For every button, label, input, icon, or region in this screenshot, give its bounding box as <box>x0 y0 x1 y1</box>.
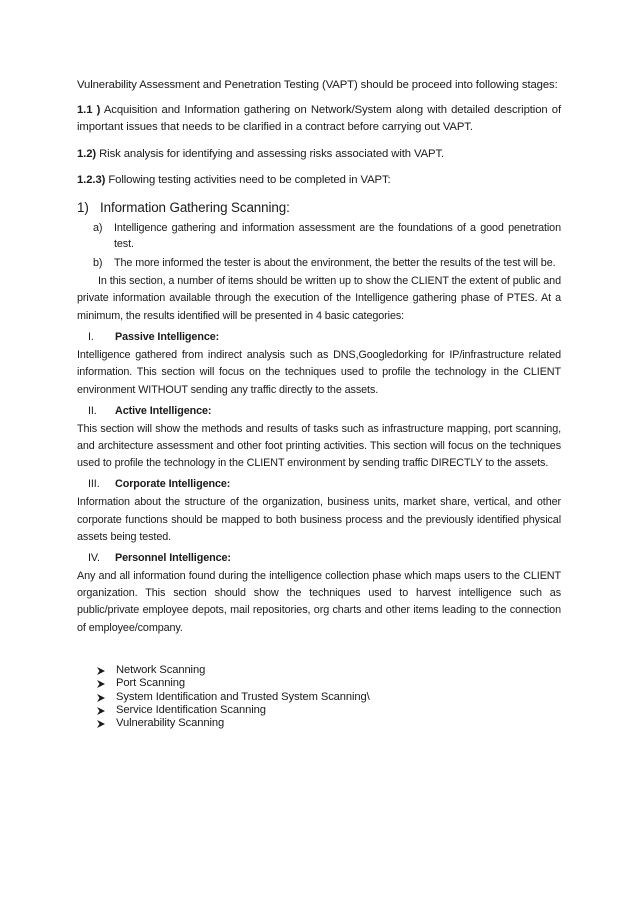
stage-1-2 <box>77 146 561 163</box>
list-marker: b) <box>93 256 103 269</box>
bullet-item <box>77 691 561 704</box>
category-title: Passive Intelligence: <box>115 331 220 344</box>
category-body-passive: Intelligence gathered from indirect analysis such as DNS,Googledorking for IP/infrastructure related information. This section will focus on the techniques used to profile the technology in the CLIENT environment WITHOUT sending any traffic directly to the assets. <box>77 349 561 396</box>
bullet-text: System Identification and Trusted System Scanning\ <box>116 690 370 703</box>
category-body-active: This section will show the methods and results of tasks such as infrastructure mapping, port scanning, and architecture assessment and other foot printing activities. This section will focus on the techniques used to profile the technology in the CLIENT environment by sending traffic DIRECTLY to the assets. <box>77 422 561 470</box>
section-title: Information Gathering Scanning: <box>100 200 290 216</box>
bullet-item <box>77 704 561 717</box>
stage-number: 1.1 ) <box>77 104 101 117</box>
scanning-bullet-list <box>77 664 561 731</box>
category-heading-corporate <box>77 476 561 492</box>
stage-number: 1.2) <box>77 147 97 160</box>
bullet-item <box>77 677 561 690</box>
category-numeral: III. <box>88 478 100 491</box>
category-body-personnel: Any and all information found during the intelligence collection phase which maps users to the CLIENT organization. This section should show the techniques used to harvest intelligence such as public/private employee depots, mail repositories, org charts and other items leading to the connection of employee/company. <box>77 569 561 634</box>
list-item-text: The more informed the tester is about the environment, the better the results of the test will be. <box>114 256 556 269</box>
stage-1-1 <box>77 102 561 136</box>
section-number: 1) <box>77 200 89 216</box>
bullet-text: Vulnerability Scanning <box>116 717 225 730</box>
category-heading-personnel <box>77 550 561 566</box>
category-numeral: I. <box>88 331 94 344</box>
arrow-right-bullet-icon <box>96 666 106 676</box>
section-heading <box>77 199 561 217</box>
stage-text: Risk analysis for identifying and assessing risks associated with VAPT. <box>96 147 445 160</box>
category-numeral: IV. <box>88 551 100 564</box>
bullet-text: Port Scanning <box>116 677 185 690</box>
arrow-right-bullet-icon <box>96 679 106 689</box>
list-item-text: Intelligence gathering and information assessment are the foundations of a good penetration test. <box>114 222 561 251</box>
category-title: Active Intelligence: <box>115 404 212 417</box>
category-title: Personnel Intelligence: <box>115 551 231 564</box>
bullet-item <box>77 717 561 730</box>
arrow-right-bullet-icon <box>96 693 106 703</box>
category-numeral: II. <box>88 404 97 417</box>
category-heading-passive <box>77 329 561 345</box>
category-body-corporate: Information about the structure of the organization, business units, market share, vertical, and other corporate functions should be mapped to both business process and the previously identified physical assets being tested. <box>77 496 561 543</box>
arrow-right-bullet-icon <box>96 719 106 729</box>
section-paragraph: In this section, a number of items should be written up to show the CLIENT the extent of public and private information available through the execution of the Intelligence gathering phase of PTES. At a minimum, the results identified will be presented in 4 basic categories: <box>77 274 561 322</box>
stage-number: 1.2.3) <box>77 173 106 186</box>
stage-text: Acquisition and Information gathering on Network/System along with detailed description of important issues that needs to be clarified in a contract before carrying out VAPT. <box>77 104 561 134</box>
list-item <box>77 255 561 271</box>
intro-paragraph: Vulnerability Assessment and Penetration Testing (VAPT) should be proceed into following stages: <box>77 79 558 91</box>
bullet-text: Service Identification Scanning <box>116 703 266 716</box>
stage-text: Following testing activities need to be completed in VAPT: <box>105 173 391 186</box>
list-item <box>77 220 561 253</box>
alpha-list <box>77 220 561 271</box>
category-title: Corporate Intelligence: <box>115 478 231 491</box>
arrow-right-bullet-icon <box>96 706 106 716</box>
stage-1-2-3 <box>77 172 561 189</box>
bullet-item <box>77 664 561 677</box>
category-heading-active <box>77 403 561 419</box>
bullet-text: Network Scanning <box>116 663 206 676</box>
document-body <box>77 77 561 731</box>
list-marker: a) <box>93 222 103 235</box>
